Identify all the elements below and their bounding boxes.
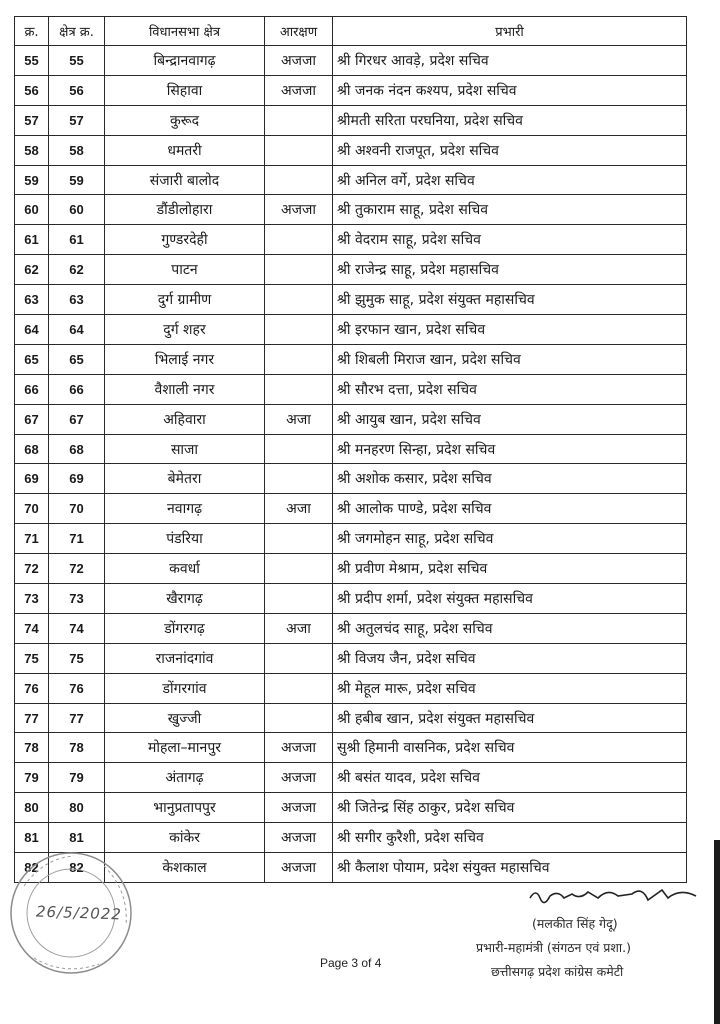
reservation [265,374,333,404]
reservation: अजजा [265,853,333,883]
stamp-date: 26/5/2022 [35,902,123,924]
serial-number: 74 [15,613,49,643]
serial-number: 65 [15,344,49,374]
incharge-name: श्री हबीब खान, प्रदेश संयुक्त महासचिव [333,703,687,733]
constituency-name: नवागढ़ [105,494,265,524]
constituency-number: 75 [49,643,105,673]
incharge-name: श्री प्रदीप शर्मा, प्रदेश संयुक्त महासचिव [333,584,687,614]
incharge-name: श्री मेहूल मारू, प्रदेश सचिव [333,673,687,703]
incharge-name: श्री जगमोहन साहू, प्रदेश सचिव [333,524,687,554]
reservation: अजजा [265,46,333,76]
constituency-number: 81 [49,823,105,853]
reservation: अजजा [265,75,333,105]
constituency-number: 59 [49,165,105,195]
constituency-name: संजारी बालोद [105,165,265,195]
incharge-name: श्री आयुब खान, प्रदेश सचिव [333,404,687,434]
incharge-name: श्री अनिल वर्गे, प्रदेश सचिव [333,165,687,195]
incharge-name: श्रीमती सरिता परघनिया, प्रदेश सचिव [333,105,687,135]
reservation [265,255,333,285]
constituency-name: खुज्जी [105,703,265,733]
constituency-name: डौंडीलोहारा [105,195,265,225]
header-serial: क्र. [15,17,49,46]
incharge-name: श्री अश्वनी राजपूत, प्रदेश सचिव [333,135,687,165]
serial-number: 61 [15,225,49,255]
incharge-name: श्री शिबली मिराज खान, प्रदेश सचिव [333,344,687,374]
header-reservation: आरक्षण [265,17,333,46]
serial-number: 72 [15,554,49,584]
incharge-name: श्री बसंत यादव, प्रदेश सचिव [333,763,687,793]
constituency-name: कुरूद [105,105,265,135]
reservation: अजा [265,494,333,524]
constituency-number: 70 [49,494,105,524]
constituency-number: 69 [49,464,105,494]
constituency-number: 64 [49,315,105,345]
serial-number: 63 [15,285,49,315]
serial-number: 77 [15,703,49,733]
constituency-name: मोहला–मानपुर [105,733,265,763]
organization-name: छत्तीसगढ़ प्रदेश कांग्रेस कमेटी [491,964,624,979]
constituency-name: खैरागढ़ [105,584,265,614]
constituency-name: दुर्ग ग्रामीण [105,285,265,315]
table-row [15,135,687,165]
incharge-name: श्री राजेन्द्र साहू, प्रदेश महासचिव [333,255,687,285]
constituency-name: सिहावा [105,75,265,105]
page-number: Page 3 of 4 [320,956,382,970]
incharge-name: श्री इरफान खान, प्रदेश सचिव [333,315,687,345]
header-constituency-number: क्षेत्र क्र. [49,17,105,46]
reservation: अजा [265,613,333,643]
table-row [15,105,687,135]
serial-number: 57 [15,105,49,135]
incharge-table [14,16,687,883]
table-row [15,703,687,733]
reservation: अजजा [265,763,333,793]
serial-number: 70 [15,494,49,524]
constituency-name: केशकाल [105,853,265,883]
reservation [265,225,333,255]
reservation [265,165,333,195]
table-row [15,464,687,494]
constituency-name: कांकेर [105,823,265,853]
table-row [15,315,687,345]
serial-number: 71 [15,524,49,554]
constituency-number: 80 [49,793,105,823]
reservation: अजजा [265,793,333,823]
reservation [265,464,333,494]
serial-number: 60 [15,195,49,225]
serial-number: 67 [15,404,49,434]
reservation [265,584,333,614]
table-row [15,584,687,614]
serial-number: 75 [15,643,49,673]
reservation [265,434,333,464]
incharge-name: श्री विजय जैन, प्रदेश सचिव [333,643,687,673]
serial-number: 80 [15,793,49,823]
incharge-name: श्री जनक नंदन कश्यप, प्रदेश सचिव [333,75,687,105]
constituency-number: 73 [49,584,105,614]
constituency-name: गुण्डरदेही [105,225,265,255]
constituency-name: भानुप्रतापपुर [105,793,265,823]
constituency-name: कवर्धा [105,554,265,584]
signatory-name: (मलकीत सिंह गेदू) [532,916,618,931]
table-row [15,285,687,315]
table-row [15,613,687,643]
serial-number: 59 [15,165,49,195]
reservation: अजा [265,404,333,434]
table-header-row [15,17,687,46]
constituency-number: 68 [49,434,105,464]
constituency-number: 76 [49,673,105,703]
serial-number: 62 [15,255,49,285]
table-row [15,643,687,673]
serial-number: 66 [15,374,49,404]
reservation: अजजा [265,195,333,225]
constituency-name: दुर्ग शहर [105,315,265,345]
table-row [15,195,687,225]
serial-number: 55 [15,46,49,76]
constituency-name: डोंगरगढ़ [105,613,265,643]
incharge-name: श्री जितेन्द्र सिंह ठाकुर, प्रदेश सचिव [333,793,687,823]
constituency-number: 74 [49,613,105,643]
incharge-name: श्री वेदराम साहू, प्रदेश सचिव [333,225,687,255]
constituency-number: 55 [49,46,105,76]
reservation [265,554,333,584]
reservation [265,135,333,165]
table-row [15,494,687,524]
table-row [15,554,687,584]
table-row [15,46,687,76]
constituency-number: 71 [49,524,105,554]
constituency-name: अंतागढ़ [105,763,265,793]
incharge-name: सुश्री हिमानी वासनिक, प्रदेश सचिव [333,733,687,763]
table-row [15,733,687,763]
constituency-name: पाटन [105,255,265,285]
incharge-name: श्री आलोक पाण्डे, प्रदेश सचिव [333,494,687,524]
table-row [15,673,687,703]
constituency-number: 62 [49,255,105,285]
reservation [265,673,333,703]
incharge-name: श्री सगीर कुरैशी, प्रदेश सचिव [333,823,687,853]
serial-number: 73 [15,584,49,614]
incharge-name: श्री कैलाश पोयाम, प्रदेश संयुक्त महासचिव [333,853,687,883]
serial-number: 76 [15,673,49,703]
incharge-name: श्री गिरधर आवड़े, प्रदेश सचिव [333,46,687,76]
incharge-name: श्री अशोक कसार, प्रदेश सचिव [333,464,687,494]
table-row [15,165,687,195]
constituency-number: 60 [49,195,105,225]
serial-number: 69 [15,464,49,494]
table-row [15,344,687,374]
constituency-number: 61 [49,225,105,255]
constituency-number: 63 [49,285,105,315]
constituency-number: 65 [49,344,105,374]
constituency-number: 72 [49,554,105,584]
constituency-name: वैशाली नगर [105,374,265,404]
reservation: अजजा [265,733,333,763]
constituency-name: बेमेतरा [105,464,265,494]
constituency-number: 67 [49,404,105,434]
header-incharge: प्रभारी [333,17,687,46]
reservation [265,524,333,554]
incharge-name: श्री तुकाराम साहू, प्रदेश सचिव [333,195,687,225]
constituency-number: 56 [49,75,105,105]
serial-number: 81 [15,823,49,853]
constituency-number: 77 [49,703,105,733]
table-body [15,46,687,883]
serial-number: 68 [15,434,49,464]
constituency-number: 66 [49,374,105,404]
incharge-name: श्री प्रवीण मेश्राम, प्रदेश सचिव [333,554,687,584]
reservation [265,344,333,374]
signatory-designation: प्रभारी-महामंत्री (संगठन एवं प्रशा.) [476,940,632,955]
reservation [265,703,333,733]
constituency-name: अहिवारा [105,404,265,434]
reservation [265,643,333,673]
reservation: अजजा [265,823,333,853]
table-row [15,763,687,793]
table-row [15,75,687,105]
table-row [15,374,687,404]
incharge-name: श्री झुमुक साहू, प्रदेश संयुक्त महासचिव [333,285,687,315]
signature [528,884,698,906]
table-row [15,793,687,823]
constituency-name: भिलाई नगर [105,344,265,374]
reservation [265,315,333,345]
incharge-name: श्री अतुलचंद साहू, प्रदेश सचिव [333,613,687,643]
constituency-name: राजनांदगांव [105,643,265,673]
table-row [15,404,687,434]
reservation [265,105,333,135]
constituency-number: 79 [49,763,105,793]
scan-edge [714,840,720,1024]
table-row [15,434,687,464]
incharge-name: श्री सौरभ दत्ता, प्रदेश सचिव [333,374,687,404]
constituency-name: पंडरिया [105,524,265,554]
constituency-number: 58 [49,135,105,165]
constituency-name: बिन्द्रानवागढ़ [105,46,265,76]
serial-number: 78 [15,733,49,763]
constituency-name: साजा [105,434,265,464]
constituency-name: डोंगरगांव [105,673,265,703]
table-row [15,225,687,255]
serial-number: 64 [15,315,49,345]
constituency-number: 82 [49,853,105,883]
reservation [265,285,333,315]
incharge-name: श्री मनहरण सिन्हा, प्रदेश सचिव [333,434,687,464]
constituency-number: 78 [49,733,105,763]
constituency-name: धमतरी [105,135,265,165]
table-row [15,255,687,285]
serial-number: 58 [15,135,49,165]
header-constituency: विधानसभा क्षेत्र [105,17,265,46]
serial-number: 82 [15,853,49,883]
serial-number: 56 [15,75,49,105]
serial-number: 79 [15,763,49,793]
constituency-number: 57 [49,105,105,135]
table-row [15,524,687,554]
